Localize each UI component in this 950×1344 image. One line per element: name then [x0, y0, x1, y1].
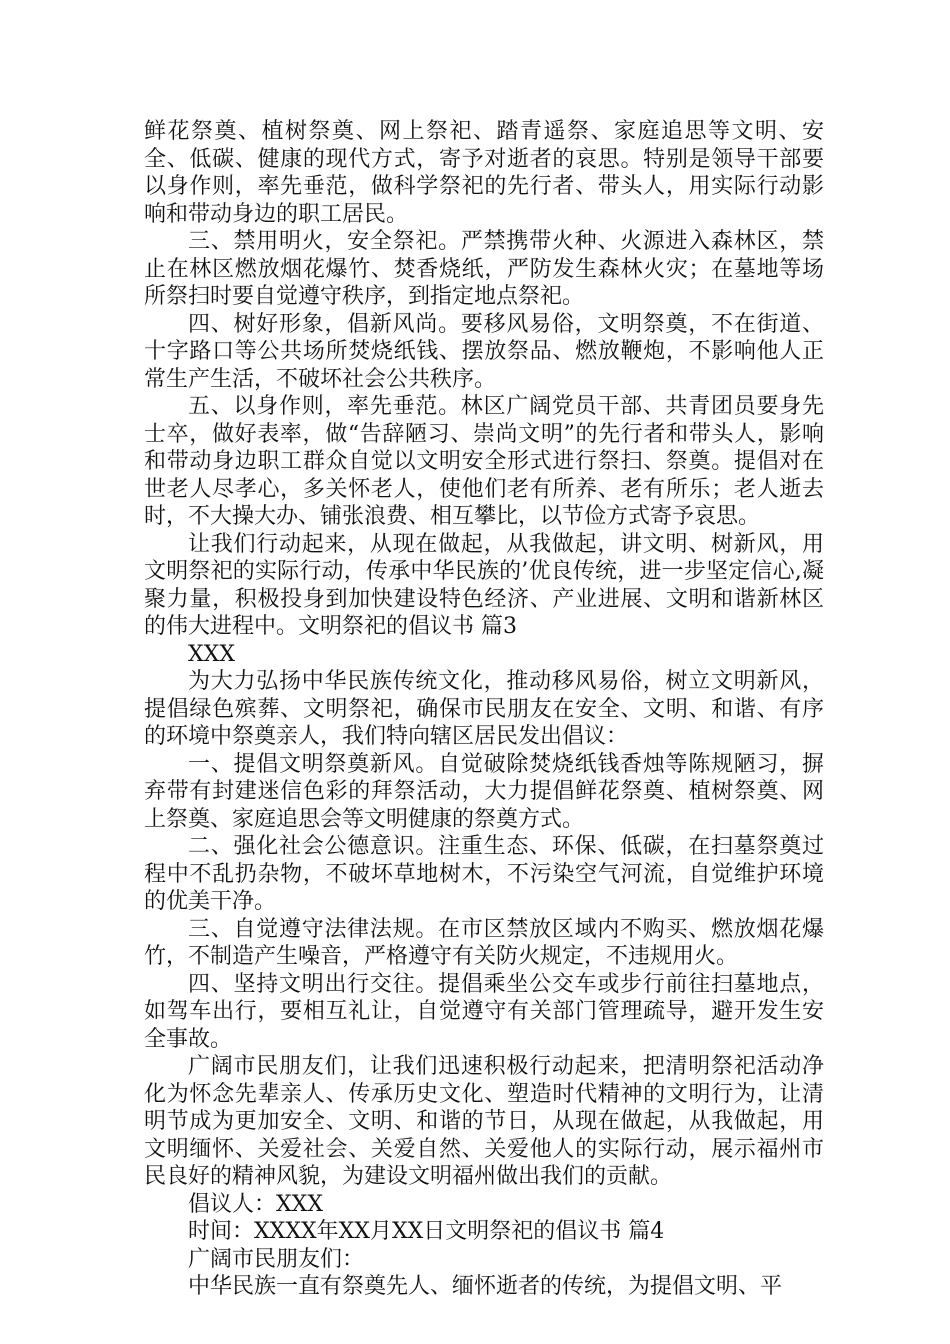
- paragraph: 二、强化社会公德意识。注重生态、环保、低碳，在扫墓祭奠过程中不乱扔杂物，不破坏草地树木，不污染空气河流，自觉维护环境的优美干净。: [144, 834, 824, 914]
- sender-line: XXX: [188, 641, 235, 667]
- paragraph: 广阔市民朋友们，让我们迅速积极行动起来，把清明祭祀活动净化为怀念先辈亲人、传承历史文化、塑造时代精神的文明行为，让清明节成为更加安全、文明、和谐的节日，从现在做起，从我做起，用文明缅怀、关爱社会、关爱自然、关爱他人的实际行动，展示福州市民良好的精神风貌，为建设文明福州做出我们的贡献。: [144, 1054, 824, 1189]
- paragraph: 五、以身作则，率先垂范。林区广阔党员干部、共青团员要身先士卒，做好表率，做“告辞陋习、崇尚文明”的先行者和带头人，影响和带动身边职工群众自觉以文明安全形式进行祭扫、祭奠。提倡对在世老人尽孝心，多关怀老人，使他们老有所养、老有所乐；老人逝去时，不大操大办、铺张浪费、相互攀比，以节俭方式寄予哀思。: [144, 394, 824, 529]
- paragraph: 四、坚持文明出行交往。提倡乘坐公交车或步行前往扫墓地点，如驾车出行，要相互礼让，自觉遵守有关部门管理疏导，避开发生安全事故。: [144, 971, 824, 1052]
- paragraph: 中华民族一直有祭奠先人、缅怀逝者的传统，为提倡文明、平: [188, 1274, 783, 1299]
- paragraph: 一、提倡文明祭奠新风。自觉破除焚烧纸钱香烛等陈规陋习，摒弃带有封建迷信色彩的拜祭活动，大力提倡鲜花祭奠、植树祭奠、网上祭奠、家庭追思会等文明健康的祭奠方式。: [144, 751, 824, 832]
- paragraph: 四、树好形象，倡新风尚。要移风易俗，文明祭奠，不在街道、十字路口等公共场所焚烧纸钱、摆放祭品、燃放鞭炮，不影响他人正常生产生活，不破坏社会公共秩序。: [144, 311, 824, 392]
- paragraph: 三、自觉遵守法律法规。在市区禁放区域内不购买、燃放烟花爆竹，不制造产生噪音，严格遵守有关防火规定，不违规用火。: [144, 916, 824, 969]
- salutation-line: 广阔市民朋友们：: [188, 1246, 365, 1272]
- document-body: [144, 118, 824, 1301]
- date-line: 时间：XXXX年XX月XX日文明祭祀的倡议书 篇4: [188, 1219, 665, 1244]
- proposer-line: 倡议人：XXX: [188, 1191, 323, 1217]
- paragraph: 为大力弘扬中华民族传统文化，推动移风易俗，树立文明新风，提倡绿色殡葬、文明祭祀，确保市民朋友在安全、文明、和谐、有序的环境中祭奠亲人，我们特向辖区居民发出倡议：: [144, 669, 824, 749]
- paragraph: 三、禁用明火，安全祭祀。严禁携带火种、火源进入森林区，禁止在林区燃放烟花爆竹、焚香烧纸，严防发生森林火灾；在墓地等场所祭扫时要自觉遵守秩序，到指定地点祭祀。: [144, 229, 824, 309]
- paragraph: 让我们行动起来，从现在做起，从我做起，讲文明、树新风，用文明祭祀的实际行动，传承中华民族的’优良传统，进一步坚定信心,凝聚力量，积极投身到加快建设特色经济、产业进展、文明和谐新林区的伟大进程中。文明祭祀的倡议书 篇3: [144, 531, 824, 639]
- paragraph: 鲜花祭奠、植树祭奠、网上祭祀、踏青遥祭、家庭追思等文明、安全、低碳、健康的现代方式，寄予对逝者的哀思。特别是领导干部要以身作则，率先垂范，做科学祭祀的先行者、带头人，用实际行动影响和带动身边的职工居民。: [144, 119, 824, 227]
